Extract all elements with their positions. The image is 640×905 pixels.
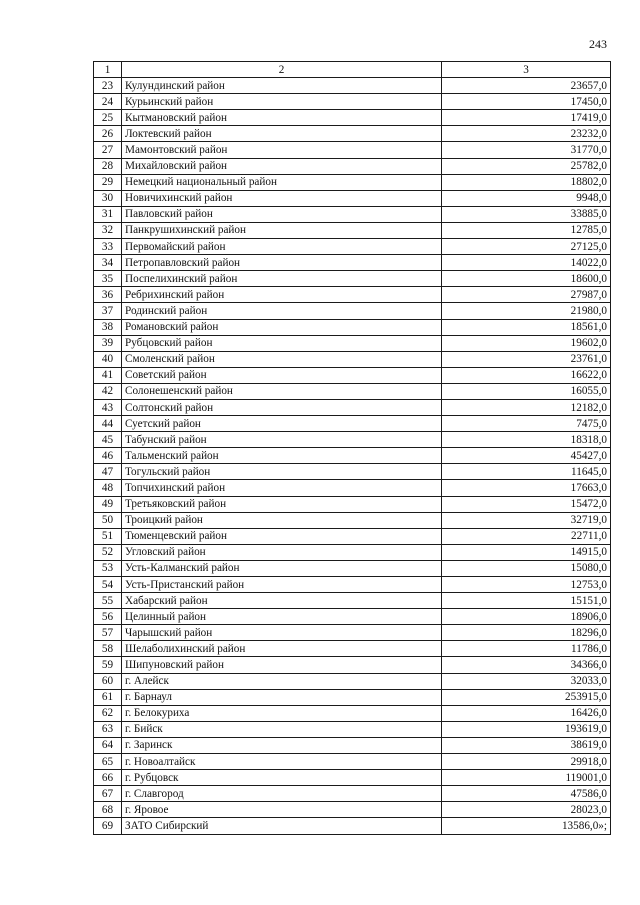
row-name: Михайловский район xyxy=(122,158,442,174)
table-row xyxy=(94,303,611,319)
row-value: 18296,0 xyxy=(442,625,611,641)
row-number: 60 xyxy=(94,673,122,689)
table-row xyxy=(94,432,611,448)
row-value: 12785,0 xyxy=(442,222,611,238)
row-value: 45427,0 xyxy=(442,448,611,464)
row-name: Топчихинский район xyxy=(122,480,442,496)
table-body xyxy=(94,78,611,834)
row-name: Троицкий район xyxy=(122,512,442,528)
table-row xyxy=(94,399,611,415)
row-number: 26 xyxy=(94,126,122,142)
row-name: Петропавловский район xyxy=(122,255,442,271)
row-number: 58 xyxy=(94,641,122,657)
row-value: 14915,0 xyxy=(442,544,611,560)
row-name: г. Яровое xyxy=(122,802,442,818)
row-name: Советский район xyxy=(122,367,442,383)
row-number: 38 xyxy=(94,319,122,335)
row-number: 65 xyxy=(94,754,122,770)
row-number: 54 xyxy=(94,577,122,593)
row-name: Шипуновский район xyxy=(122,657,442,673)
row-value: 47586,0 xyxy=(442,786,611,802)
data-table xyxy=(93,61,611,835)
row-value: 23761,0 xyxy=(442,351,611,367)
row-number: 34 xyxy=(94,255,122,271)
table-row xyxy=(94,609,611,625)
row-value: 17450,0 xyxy=(442,94,611,110)
row-name: Хабарский район xyxy=(122,593,442,609)
row-name: г. Славгород xyxy=(122,786,442,802)
table-row xyxy=(94,126,611,142)
table-row xyxy=(94,593,611,609)
row-number: 62 xyxy=(94,705,122,721)
row-name: Первомайский район xyxy=(122,239,442,255)
table-row xyxy=(94,560,611,576)
row-number: 49 xyxy=(94,496,122,512)
row-name: Рубцовский район xyxy=(122,335,442,351)
row-number: 55 xyxy=(94,593,122,609)
table-row xyxy=(94,705,611,721)
row-value: 17419,0 xyxy=(442,110,611,126)
table-row xyxy=(94,464,611,480)
table-row xyxy=(94,158,611,174)
row-name: Смоленский район xyxy=(122,351,442,367)
row-number: 46 xyxy=(94,448,122,464)
row-name: Тюменцевский район xyxy=(122,528,442,544)
row-value: 16055,0 xyxy=(442,383,611,399)
row-value: 21980,0 xyxy=(442,303,611,319)
row-name: ЗАТО Сибирский xyxy=(122,818,442,834)
table-row xyxy=(94,416,611,432)
row-number: 33 xyxy=(94,239,122,255)
row-name: Поспелихинский район xyxy=(122,271,442,287)
row-number: 61 xyxy=(94,689,122,705)
table-row xyxy=(94,818,611,834)
row-name: Родинский район xyxy=(122,303,442,319)
row-number: 59 xyxy=(94,657,122,673)
row-value: 16622,0 xyxy=(442,367,611,383)
table-row xyxy=(94,383,611,399)
row-name: Солонешенский район xyxy=(122,383,442,399)
row-value: 19602,0 xyxy=(442,335,611,351)
row-name: Шелаболихинский район xyxy=(122,641,442,657)
row-name: Кытмановский район xyxy=(122,110,442,126)
table-row xyxy=(94,271,611,287)
row-name: Курьинский район xyxy=(122,94,442,110)
row-value: 38619,0 xyxy=(442,737,611,753)
row-value: 15080,0 xyxy=(442,560,611,576)
row-value: 15472,0 xyxy=(442,496,611,512)
table-row xyxy=(94,222,611,238)
row-value: 12182,0 xyxy=(442,399,611,415)
row-value: 13586,0»; xyxy=(442,818,611,834)
row-number: 56 xyxy=(94,609,122,625)
table-row xyxy=(94,110,611,126)
row-number: 23 xyxy=(94,78,122,94)
row-number: 63 xyxy=(94,721,122,737)
row-name: Усть-Калманский район xyxy=(122,560,442,576)
table-row xyxy=(94,496,611,512)
row-name: г. Барнаул xyxy=(122,689,442,705)
row-value: 25782,0 xyxy=(442,158,611,174)
row-name: Солтонский район xyxy=(122,399,442,415)
row-value: 27987,0 xyxy=(442,287,611,303)
table-row xyxy=(94,528,611,544)
table-row xyxy=(94,512,611,528)
row-name: Ребрихинский район xyxy=(122,287,442,303)
row-name: Суетский район xyxy=(122,416,442,432)
table-row xyxy=(94,480,611,496)
table-row xyxy=(94,577,611,593)
row-name: Чарышский район xyxy=(122,625,442,641)
row-name: Третьяковский район xyxy=(122,496,442,512)
row-value: 18906,0 xyxy=(442,609,611,625)
row-value: 34366,0 xyxy=(442,657,611,673)
row-number: 67 xyxy=(94,786,122,802)
row-number: 47 xyxy=(94,464,122,480)
table-row xyxy=(94,721,611,737)
row-name: г. Белокуриха xyxy=(122,705,442,721)
table-row xyxy=(94,206,611,222)
table-header-row xyxy=(94,62,611,78)
row-value: 16426,0 xyxy=(442,705,611,721)
row-value: 12753,0 xyxy=(442,577,611,593)
column-header-number: 1 xyxy=(94,62,122,78)
row-name: Романовский район xyxy=(122,319,442,335)
row-value: 9948,0 xyxy=(442,190,611,206)
row-name: Тогульский район xyxy=(122,464,442,480)
row-value: 28023,0 xyxy=(442,802,611,818)
table-row xyxy=(94,287,611,303)
row-number: 36 xyxy=(94,287,122,303)
row-number: 32 xyxy=(94,222,122,238)
row-number: 50 xyxy=(94,512,122,528)
row-number: 31 xyxy=(94,206,122,222)
table-row xyxy=(94,78,611,94)
row-number: 37 xyxy=(94,303,122,319)
row-number: 27 xyxy=(94,142,122,158)
row-number: 51 xyxy=(94,528,122,544)
row-name: г. Бийск xyxy=(122,721,442,737)
row-name: Новичихинский район xyxy=(122,190,442,206)
table-row xyxy=(94,351,611,367)
row-number: 68 xyxy=(94,802,122,818)
row-value: 18600,0 xyxy=(442,271,611,287)
table-row xyxy=(94,544,611,560)
table-row xyxy=(94,657,611,673)
column-header-name: 2 xyxy=(122,62,442,78)
row-value: 18561,0 xyxy=(442,319,611,335)
row-value: 31770,0 xyxy=(442,142,611,158)
column-header-value: 3 xyxy=(442,62,611,78)
row-value: 18318,0 xyxy=(442,432,611,448)
table-row xyxy=(94,448,611,464)
table-row xyxy=(94,802,611,818)
row-number: 29 xyxy=(94,174,122,190)
row-value: 119001,0 xyxy=(442,770,611,786)
row-number: 66 xyxy=(94,770,122,786)
row-number: 40 xyxy=(94,351,122,367)
row-value: 29918,0 xyxy=(442,754,611,770)
row-name: Тальменский район xyxy=(122,448,442,464)
row-number: 69 xyxy=(94,818,122,834)
row-value: 33885,0 xyxy=(442,206,611,222)
row-value: 253915,0 xyxy=(442,689,611,705)
table-row xyxy=(94,174,611,190)
row-value: 32033,0 xyxy=(442,673,611,689)
row-value: 14022,0 xyxy=(442,255,611,271)
row-number: 30 xyxy=(94,190,122,206)
row-name: г. Алейск xyxy=(122,673,442,689)
table-row xyxy=(94,737,611,753)
row-number: 25 xyxy=(94,110,122,126)
row-name: Угловский район xyxy=(122,544,442,560)
table-row xyxy=(94,94,611,110)
row-value: 11645,0 xyxy=(442,464,611,480)
row-value: 22711,0 xyxy=(442,528,611,544)
row-number: 44 xyxy=(94,416,122,432)
table-row xyxy=(94,319,611,335)
row-number: 57 xyxy=(94,625,122,641)
table-row xyxy=(94,142,611,158)
row-value: 18802,0 xyxy=(442,174,611,190)
table-row xyxy=(94,255,611,271)
row-number: 48 xyxy=(94,480,122,496)
row-value: 7475,0 xyxy=(442,416,611,432)
row-name: Кулундинский район xyxy=(122,78,442,94)
row-name: Панкрушихинский район xyxy=(122,222,442,238)
table-row xyxy=(94,367,611,383)
row-value: 23657,0 xyxy=(442,78,611,94)
row-name: Целинный район xyxy=(122,609,442,625)
row-value: 193619,0 xyxy=(442,721,611,737)
row-value: 23232,0 xyxy=(442,126,611,142)
row-name: Табунский район xyxy=(122,432,442,448)
table-row xyxy=(94,625,611,641)
row-value: 15151,0 xyxy=(442,593,611,609)
row-number: 53 xyxy=(94,560,122,576)
row-name: Усть-Пристанский район xyxy=(122,577,442,593)
table-row xyxy=(94,754,611,770)
table-row xyxy=(94,786,611,802)
row-number: 35 xyxy=(94,271,122,287)
table-row xyxy=(94,689,611,705)
row-number: 43 xyxy=(94,399,122,415)
row-value: 11786,0 xyxy=(442,641,611,657)
row-value: 27125,0 xyxy=(442,239,611,255)
row-number: 45 xyxy=(94,432,122,448)
table-row xyxy=(94,641,611,657)
page-number: 243 xyxy=(589,37,607,51)
row-value: 32719,0 xyxy=(442,512,611,528)
row-number: 41 xyxy=(94,367,122,383)
row-number: 52 xyxy=(94,544,122,560)
row-name: г. Новоалтайск xyxy=(122,754,442,770)
row-name: Павловский район xyxy=(122,206,442,222)
row-number: 39 xyxy=(94,335,122,351)
row-value: 17663,0 xyxy=(442,480,611,496)
row-name: г. Заринск xyxy=(122,737,442,753)
row-number: 24 xyxy=(94,94,122,110)
row-name: г. Рубцовск xyxy=(122,770,442,786)
row-name: Локтевский район xyxy=(122,126,442,142)
row-number: 28 xyxy=(94,158,122,174)
table-row xyxy=(94,335,611,351)
table-row xyxy=(94,239,611,255)
row-number: 64 xyxy=(94,737,122,753)
row-number: 42 xyxy=(94,383,122,399)
table-row xyxy=(94,770,611,786)
table-row xyxy=(94,673,611,689)
table-row xyxy=(94,190,611,206)
row-name: Мамонтовский район xyxy=(122,142,442,158)
row-name: Немецкий национальный район xyxy=(122,174,442,190)
